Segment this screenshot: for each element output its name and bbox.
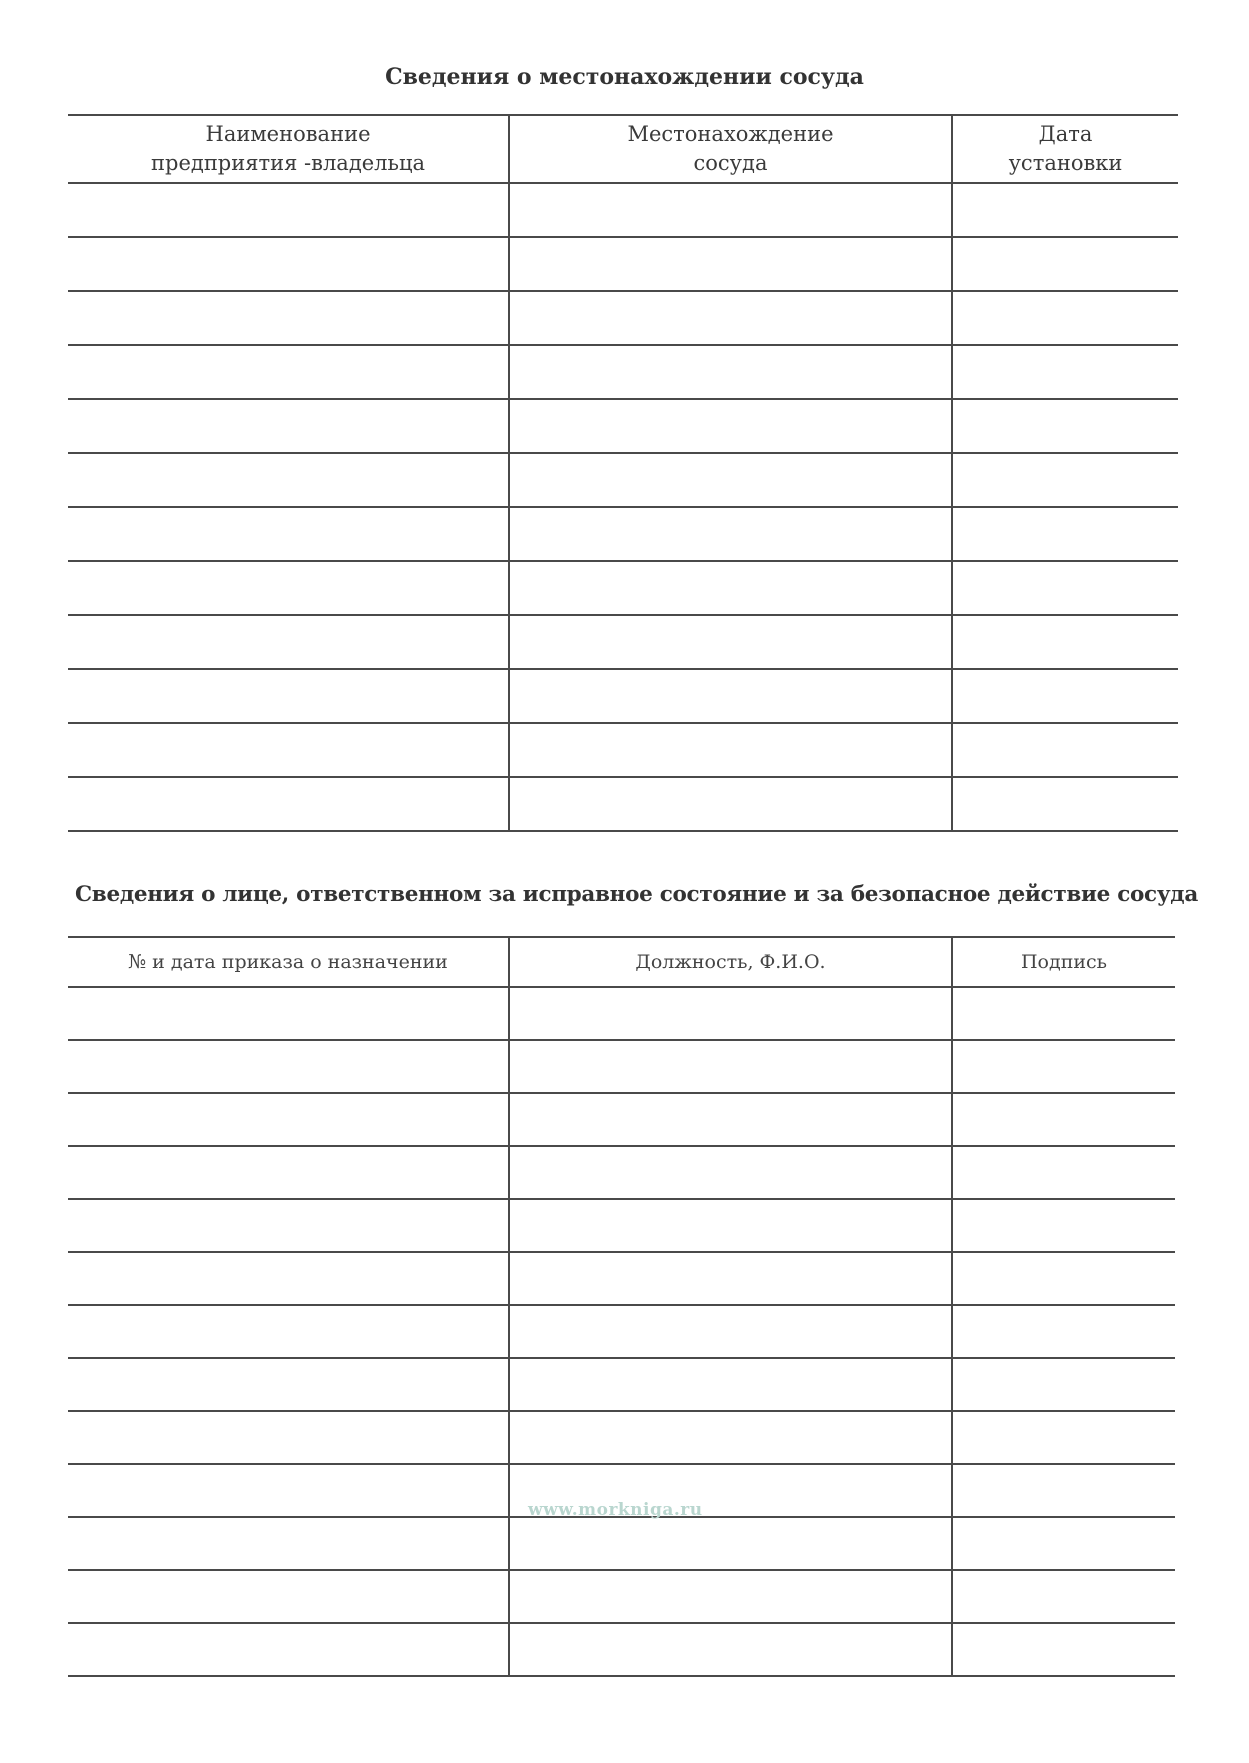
- location-table-row: [68, 777, 1178, 831]
- responsible-table-row: [68, 1358, 1175, 1411]
- location-table-cell: [952, 669, 1178, 723]
- location-table-cell: [68, 615, 509, 669]
- responsible-table-cell: [509, 1358, 952, 1411]
- location-table-row: [68, 345, 1178, 399]
- location-table-cell: [68, 291, 509, 345]
- responsible-table-cell: [952, 1623, 1175, 1676]
- responsible-table-row: [68, 1623, 1175, 1676]
- location-table-row: [68, 291, 1178, 345]
- responsible-table: [68, 936, 1175, 1677]
- location-table-cell: [952, 345, 1178, 399]
- header-vessel-location: [509, 115, 952, 183]
- responsible-table-row: [68, 1040, 1175, 1093]
- location-table-cell: [952, 561, 1178, 615]
- location-table-row: [68, 399, 1178, 453]
- location-table: [68, 114, 1178, 832]
- responsible-table-cell: [952, 1199, 1175, 1252]
- responsible-table-cell: [509, 1623, 952, 1676]
- location-table-row: [68, 669, 1178, 723]
- location-table-cell: [509, 669, 952, 723]
- responsible-table-cell: [952, 1464, 1175, 1517]
- responsible-table-cell: [952, 1040, 1175, 1093]
- location-table-cell: [68, 507, 509, 561]
- responsible-table-row: [68, 1411, 1175, 1464]
- responsible-table-cell: [509, 1146, 952, 1199]
- header-position-name: Должность, Ф.И.О.: [509, 937, 952, 987]
- location-table-cell: [952, 291, 1178, 345]
- responsible-header-row: [68, 937, 1175, 987]
- location-table-cell: [68, 399, 509, 453]
- responsible-table-cell: [509, 1570, 952, 1623]
- location-table-cell: [68, 669, 509, 723]
- header-owner-line2: предприятия -владельца: [151, 151, 425, 175]
- location-table-cell: [509, 345, 952, 399]
- location-table-cell: [509, 183, 952, 237]
- location-table-cell: [509, 399, 952, 453]
- responsible-table-cell: [509, 1093, 952, 1146]
- responsible-table-cell: [68, 1358, 509, 1411]
- header-location-line1: Местонахождение: [627, 122, 834, 146]
- location-table-cell: [952, 615, 1178, 669]
- location-table-cell: [952, 399, 1178, 453]
- responsible-table-cell: [952, 1093, 1175, 1146]
- location-table-row: [68, 561, 1178, 615]
- header-owner-enterprise: [68, 115, 509, 183]
- responsible-section-title: Сведения о лице, ответственном за исправное состояние и за безопасное действие сосуда: [75, 882, 1198, 907]
- responsible-table-cell: [509, 1199, 952, 1252]
- responsible-table-row: [68, 1517, 1175, 1570]
- responsible-table-cell: [68, 1305, 509, 1358]
- header-date-line1: Дата: [1038, 122, 1093, 146]
- location-table-body: [68, 183, 1178, 831]
- watermark: www.morkniga.ru: [528, 1500, 703, 1520]
- header-owner-line1: Наименование: [205, 122, 371, 146]
- location-table-row: [68, 237, 1178, 291]
- responsible-table-cell: [68, 1570, 509, 1623]
- responsible-table-cell: [952, 1570, 1175, 1623]
- location-table-cell: [509, 291, 952, 345]
- responsible-table-row: [68, 1146, 1175, 1199]
- location-table-cell: [509, 453, 952, 507]
- responsible-table-row: [68, 1305, 1175, 1358]
- responsible-table-cell: [68, 1146, 509, 1199]
- responsible-table-cell: [68, 1199, 509, 1252]
- header-date-line2: установки: [1008, 151, 1123, 175]
- location-table-cell: [952, 237, 1178, 291]
- responsible-table-cell: [68, 1517, 509, 1570]
- location-table-row: [68, 723, 1178, 777]
- header-location-line2: сосуда: [693, 151, 768, 175]
- location-table-cell: [952, 723, 1178, 777]
- responsible-table-cell: [952, 1305, 1175, 1358]
- responsible-table-cell: [68, 1252, 509, 1305]
- responsible-table-cell: [68, 1411, 509, 1464]
- location-header-row: [68, 115, 1178, 183]
- responsible-table-cell: [68, 1040, 509, 1093]
- location-table-cell: [509, 615, 952, 669]
- location-table-row: [68, 453, 1178, 507]
- location-table-row: [68, 183, 1178, 237]
- location-table-cell: [68, 723, 509, 777]
- responsible-table-cell: [68, 1093, 509, 1146]
- location-table-cell: [68, 453, 509, 507]
- responsible-table-cell: [509, 1305, 952, 1358]
- responsible-table-cell: [952, 1358, 1175, 1411]
- location-table-cell: [68, 237, 509, 291]
- responsible-table-row: [68, 1570, 1175, 1623]
- location-table-cell: [952, 183, 1178, 237]
- location-table-cell: [952, 507, 1178, 561]
- location-table-cell: [509, 777, 952, 831]
- location-table-row: [68, 507, 1178, 561]
- location-table-cell: [68, 777, 509, 831]
- location-table-cell: [509, 237, 952, 291]
- responsible-table-cell: [952, 1252, 1175, 1305]
- responsible-table-cell: [952, 1411, 1175, 1464]
- location-table-cell: [68, 183, 509, 237]
- location-table-cell: [68, 345, 509, 399]
- responsible-table-row: [68, 1093, 1175, 1146]
- responsible-table-cell: [68, 1623, 509, 1676]
- location-table-cell: [509, 561, 952, 615]
- responsible-table-cell: [509, 1517, 952, 1570]
- responsible-table-cell: [509, 1040, 952, 1093]
- responsible-table-cell: [68, 987, 509, 1040]
- location-table-row: [68, 615, 1178, 669]
- responsible-table-cell: [509, 1252, 952, 1305]
- responsible-table-row: [68, 987, 1175, 1040]
- location-section-title: Сведения о местонахождении сосуда: [385, 64, 864, 90]
- responsible-table-row: [68, 1199, 1175, 1252]
- responsible-table-cell: [952, 987, 1175, 1040]
- location-table-cell: [68, 561, 509, 615]
- location-table-cell: [952, 777, 1178, 831]
- responsible-table-row: [68, 1252, 1175, 1305]
- header-install-date: [952, 115, 1178, 183]
- location-table-cell: [509, 507, 952, 561]
- responsible-table-cell: [509, 1411, 952, 1464]
- responsible-table-cell: [509, 987, 952, 1040]
- header-order-number-date: № и дата приказа о назначении: [68, 937, 509, 987]
- responsible-table-body: [68, 987, 1175, 1676]
- header-signature: Подпись: [952, 937, 1175, 987]
- responsible-table-cell: [952, 1517, 1175, 1570]
- responsible-table-cell: [68, 1464, 509, 1517]
- responsible-table-cell: [952, 1146, 1175, 1199]
- location-table-cell: [952, 453, 1178, 507]
- location-table-cell: [509, 723, 952, 777]
